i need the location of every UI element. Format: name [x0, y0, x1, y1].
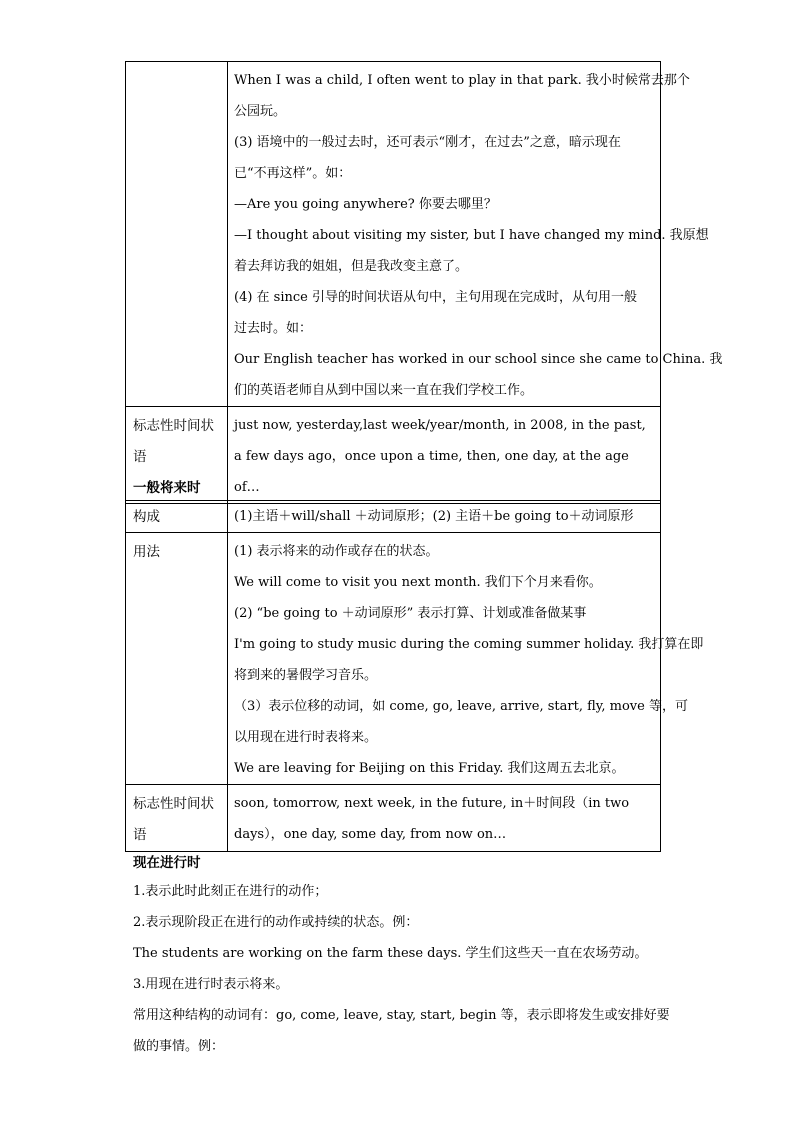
text-line: (1) 表示将来的动作或存在的状态。: [234, 544, 439, 559]
text-line: Our English teacher has worked in our school since she came to China. 我: [234, 352, 723, 367]
section-heading-progressive: 现在进行时: [133, 855, 201, 871]
text-line: When I was a child, I often went to play in that park. 我小时候常去那个: [234, 73, 690, 88]
text-line: 将到来的暑假学习音乐。: [234, 668, 378, 683]
structure-cell: (1)主语＋will/shall ＋动词原形；(2) 主语＋be going to＋动词原形: [228, 501, 661, 533]
text-line: (2) “be going to ＋动词原形” 表示打算、计划或准备做某事: [234, 606, 587, 621]
text-line: 1.表示此时此刻正在进行的动作；: [133, 884, 328, 899]
section-heading-future: 一般将来时: [133, 480, 201, 496]
time-marker-label: 标志性时间状语: [126, 785, 228, 852]
text-line: 做的事情。例：: [133, 1039, 225, 1054]
time-marker-cell: soon, tomorrow, next week, in the future, in＋时间段（in two days），one day, some day, from now on…: [228, 785, 661, 852]
row-label-empty: [126, 62, 228, 407]
table-row: [126, 407, 661, 504]
usage-cell: [228, 533, 704, 785]
text-line: 3.用现在进行时表示将来。: [133, 977, 289, 992]
progressive-notes: [133, 876, 670, 1062]
text-line: (3) 语境中的一般过去时，还可表示“刚才，在过去”之意，暗示现在: [234, 135, 621, 150]
text-line: 以用现在进行时表将来。: [234, 730, 378, 745]
text-line: 公园玩。: [234, 104, 287, 119]
table-row: [126, 533, 661, 785]
table-row: [126, 785, 661, 852]
structure-label: 构成: [126, 501, 228, 533]
past-tense-usage-cell: [228, 62, 723, 407]
past-tense-table: [125, 61, 723, 504]
text-line: (4) 在 since 引导的时间状语从句中，主句用现在完成时，从句用一般: [234, 290, 637, 305]
text-line: （3）表示位移的动词，如 come, go, leave, arrive, start, fly, move 等，可: [234, 699, 688, 714]
text-line: I'm going to study music during the coming summer holiday. 我打算在即: [234, 637, 704, 652]
text-line: We will come to visit you next month. 我们下个月来看你。: [234, 575, 602, 590]
text-line: The students are working on the farm these days. 学生们这些天一直在农场劳动。: [133, 946, 648, 961]
time-marker-label: 标志性时间状语: [126, 407, 228, 504]
text-line: —I thought about visiting my sister, but I have changed my mind. 我原想: [234, 228, 709, 243]
future-tense-table: [125, 500, 704, 852]
text-line: 着去拜访我的姐姐，但是我改变主意了。: [234, 259, 469, 274]
text-line: —Are you going anywhere? 你要去哪里？: [234, 197, 497, 212]
text-line: 常用这种结构的动词有：go, come, leave, stay, start, begin 等，表示即将发生或安排好要: [133, 1008, 670, 1023]
usage-label: 用法: [126, 533, 228, 785]
time-marker-cell: just now, yesterday,last week/year/month, in 2008, in the past, a few days ago，once upon a time, then, one day, at the age of…: [228, 407, 661, 504]
text-line: 已“不再这样”。如：: [234, 166, 352, 181]
table-row: [126, 501, 661, 533]
text-line: 过去时。如：: [234, 321, 313, 336]
text-line: 们的英语老师自从到中国以来一直在我们学校工作。: [234, 383, 534, 398]
text-line: We are leaving for Beijing on this Friday. 我们这周五去北京。: [234, 761, 625, 776]
text-line: 2.表示现阶段正在进行的动作或持续的状态。例：: [133, 915, 419, 930]
table-row: [126, 62, 661, 407]
